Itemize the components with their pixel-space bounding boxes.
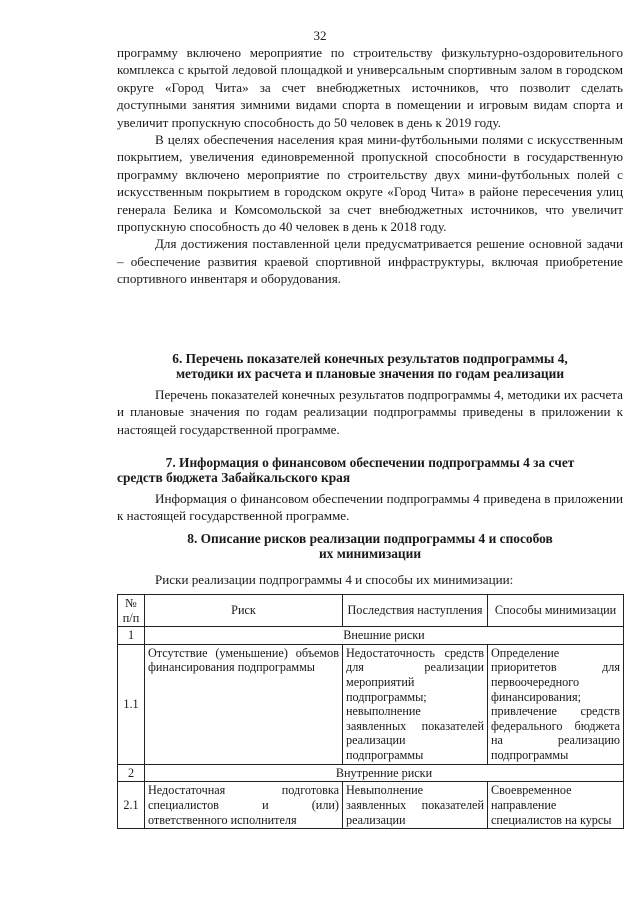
paragraph-ice-complex: программу включено мероприятие по строительству физкультурно-оздоровительного комплекса с крытой ледовой площадкой и универсальным спортивным залом в городском округе «Город Чита» за счет внебюджетных источников, что позволит сделать доступными занятия зимними видами спорта в помещении и игровым видам спорта и увеличит пропускную способность до 50 человек в день к 2019 году. xyxy=(117,45,623,130)
header-consequences: Последствия наступления xyxy=(343,595,488,627)
section-6-text: Перечень показателей конечных результатов подпрограммы 4, методики их расчета и плановые значения по годам реализации подпрограммы приведены в приложении к настоящей государственной программе. xyxy=(117,387,623,437)
header-number: № п/п xyxy=(118,595,145,627)
section-7-body xyxy=(117,490,623,525)
section-7-title-line1: 7. Информация о финансовом обеспечении подпрограммы 4 за счет xyxy=(165,455,575,470)
section-7-title-line2: средств бюджета Забайкальского края xyxy=(117,470,351,485)
paragraph-main-task: Для достижения поставленной цели предусматривается решение основной задачи – обеспечение развития краевой спортивной инфраструктуры, включая приобретение спортивного инвентаря и оборудования. xyxy=(117,236,623,287)
risks-table xyxy=(117,594,624,829)
row-number: 1.1 xyxy=(118,644,145,764)
table-group-row xyxy=(118,764,624,782)
section-7-title xyxy=(117,455,623,485)
section-8-title-line2: их минимизации xyxy=(318,546,422,561)
section-8-title xyxy=(117,531,623,561)
section-8-intro xyxy=(117,571,623,588)
section-6-title-line2: методики их расчета и плановые значения по годам реализации xyxy=(175,366,565,381)
header-methods: Способы минимизации xyxy=(488,595,624,627)
table-row xyxy=(118,782,624,829)
section-6-title xyxy=(117,351,623,381)
table-group-row xyxy=(118,627,624,645)
paragraph-mini-football: В целях обеспечения населения края мини-футбольными полями с искусственным покрытием, увеличения единовременной пропускной способности в государственную программу включено мероприятие по строительству двух мини-футбольных полей с искусственным покрытием в городском округе «Город Чита» в районе пересечения улиц генерала Белика и Комсомольской за счет внебюджетных источников, что увеличит пропускную способность до 40 человек в день к 2018 году. xyxy=(117,132,623,235)
row-number: 2.1 xyxy=(118,782,145,829)
row-consequences: Невыполнение заявленных показателей реализации xyxy=(343,782,488,829)
page-number: 32 xyxy=(313,28,327,43)
group-title-external: Внешние риски xyxy=(145,627,624,645)
row-consequences: Недостаточность средств для реализации мероприятий подпрограммы; невыполнение заявленных показателей реализации подпрограммы xyxy=(343,644,488,764)
section-6-title-line1: 6. Перечень показателей конечных результатов подпрограммы 4, xyxy=(172,351,568,366)
table-row xyxy=(118,644,624,764)
section-6-body xyxy=(117,386,623,438)
header-risk: Риск xyxy=(145,595,343,627)
section-7-text: Информация о финансовом обеспечении подпрограммы 4 приведена в приложении к настоящей государственной программе. xyxy=(117,491,623,524)
body-text-block xyxy=(117,44,623,288)
section-8-title-line1: 8. Описание рисков реализации подпрограммы 4 и способов xyxy=(187,531,553,546)
row-methods: Своевременное направление специалистов на курсы xyxy=(488,782,624,829)
row-methods: Определение приоритетов для первоочередного финансирования; привлечение средств федерального бюджета на реализацию подпрограммы xyxy=(488,644,624,764)
table-header-row xyxy=(118,595,624,627)
group-title-internal: Внутренние риски xyxy=(145,764,624,782)
group-number: 2 xyxy=(118,764,145,782)
section-8-intro-text: Риски реализации подпрограммы 4 и способы их минимизации: xyxy=(155,572,514,587)
group-number: 1 xyxy=(118,627,145,645)
row-risk: Отсутствие (уменьшение) объемов финансирования подпрограммы xyxy=(145,644,343,764)
row-risk: Недостаточная подготовка специалистов и (или) ответственного исполнителя xyxy=(145,782,343,829)
